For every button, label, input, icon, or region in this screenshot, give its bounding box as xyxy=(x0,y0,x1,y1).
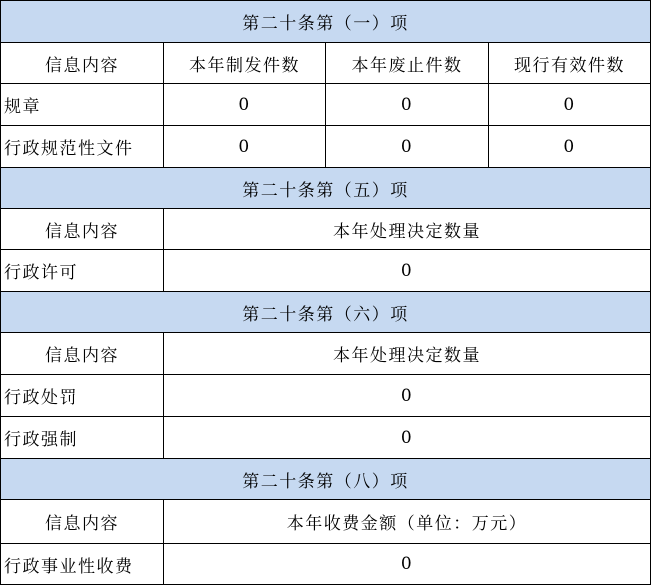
header-cell-info: 信息内容 xyxy=(1,43,164,84)
row-label: 规章 xyxy=(1,84,164,126)
header-cell-decisions: 本年处理决定数量 xyxy=(164,333,651,375)
section-title-row xyxy=(1,168,651,209)
section-title-row xyxy=(1,459,651,500)
table-row xyxy=(1,375,651,417)
section-title-row xyxy=(1,292,651,333)
row-value: 0 xyxy=(164,126,326,168)
header-row xyxy=(1,43,651,84)
section-title: 第二十条第（一）项 xyxy=(1,1,651,43)
table-row xyxy=(1,126,651,168)
row-value: 0 xyxy=(164,544,651,585)
header-cell-info: 信息内容 xyxy=(1,209,164,250)
section-title-row xyxy=(1,1,651,43)
table-row xyxy=(1,417,651,459)
row-label: 行政许可 xyxy=(1,250,164,292)
header-cell-info: 信息内容 xyxy=(1,500,164,544)
header-row xyxy=(1,209,651,250)
header-cell-decisions: 本年处理决定数量 xyxy=(164,209,651,250)
header-cell-effective: 现行有效件数 xyxy=(489,43,651,84)
header-cell-abolished: 本年废止件数 xyxy=(326,43,489,84)
row-value: 0 xyxy=(164,84,326,126)
row-label: 行政事业性收费 xyxy=(1,544,164,585)
section-title: 第二十条第（五）项 xyxy=(1,168,651,209)
row-value: 0 xyxy=(489,84,651,126)
section-title: 第二十条第（八）项 xyxy=(1,459,651,500)
section-title: 第二十条第（六）项 xyxy=(1,292,651,333)
row-value: 0 xyxy=(326,126,489,168)
header-cell-info: 信息内容 xyxy=(1,333,164,375)
row-value: 0 xyxy=(164,250,651,292)
table-row xyxy=(1,544,651,585)
header-row xyxy=(1,500,651,544)
table-row xyxy=(1,250,651,292)
header-cell-issued: 本年制发件数 xyxy=(164,43,326,84)
row-label: 行政规范性文件 xyxy=(1,126,164,168)
row-value: 0 xyxy=(489,126,651,168)
row-label: 行政处罚 xyxy=(1,375,164,417)
row-label: 行政强制 xyxy=(1,417,164,459)
table-row xyxy=(1,84,651,126)
row-value: 0 xyxy=(326,84,489,126)
row-value: 0 xyxy=(164,375,651,417)
header-cell-fee-amount: 本年收费金额（单位：万元） xyxy=(164,500,651,544)
header-row xyxy=(1,333,651,375)
row-value: 0 xyxy=(164,417,651,459)
